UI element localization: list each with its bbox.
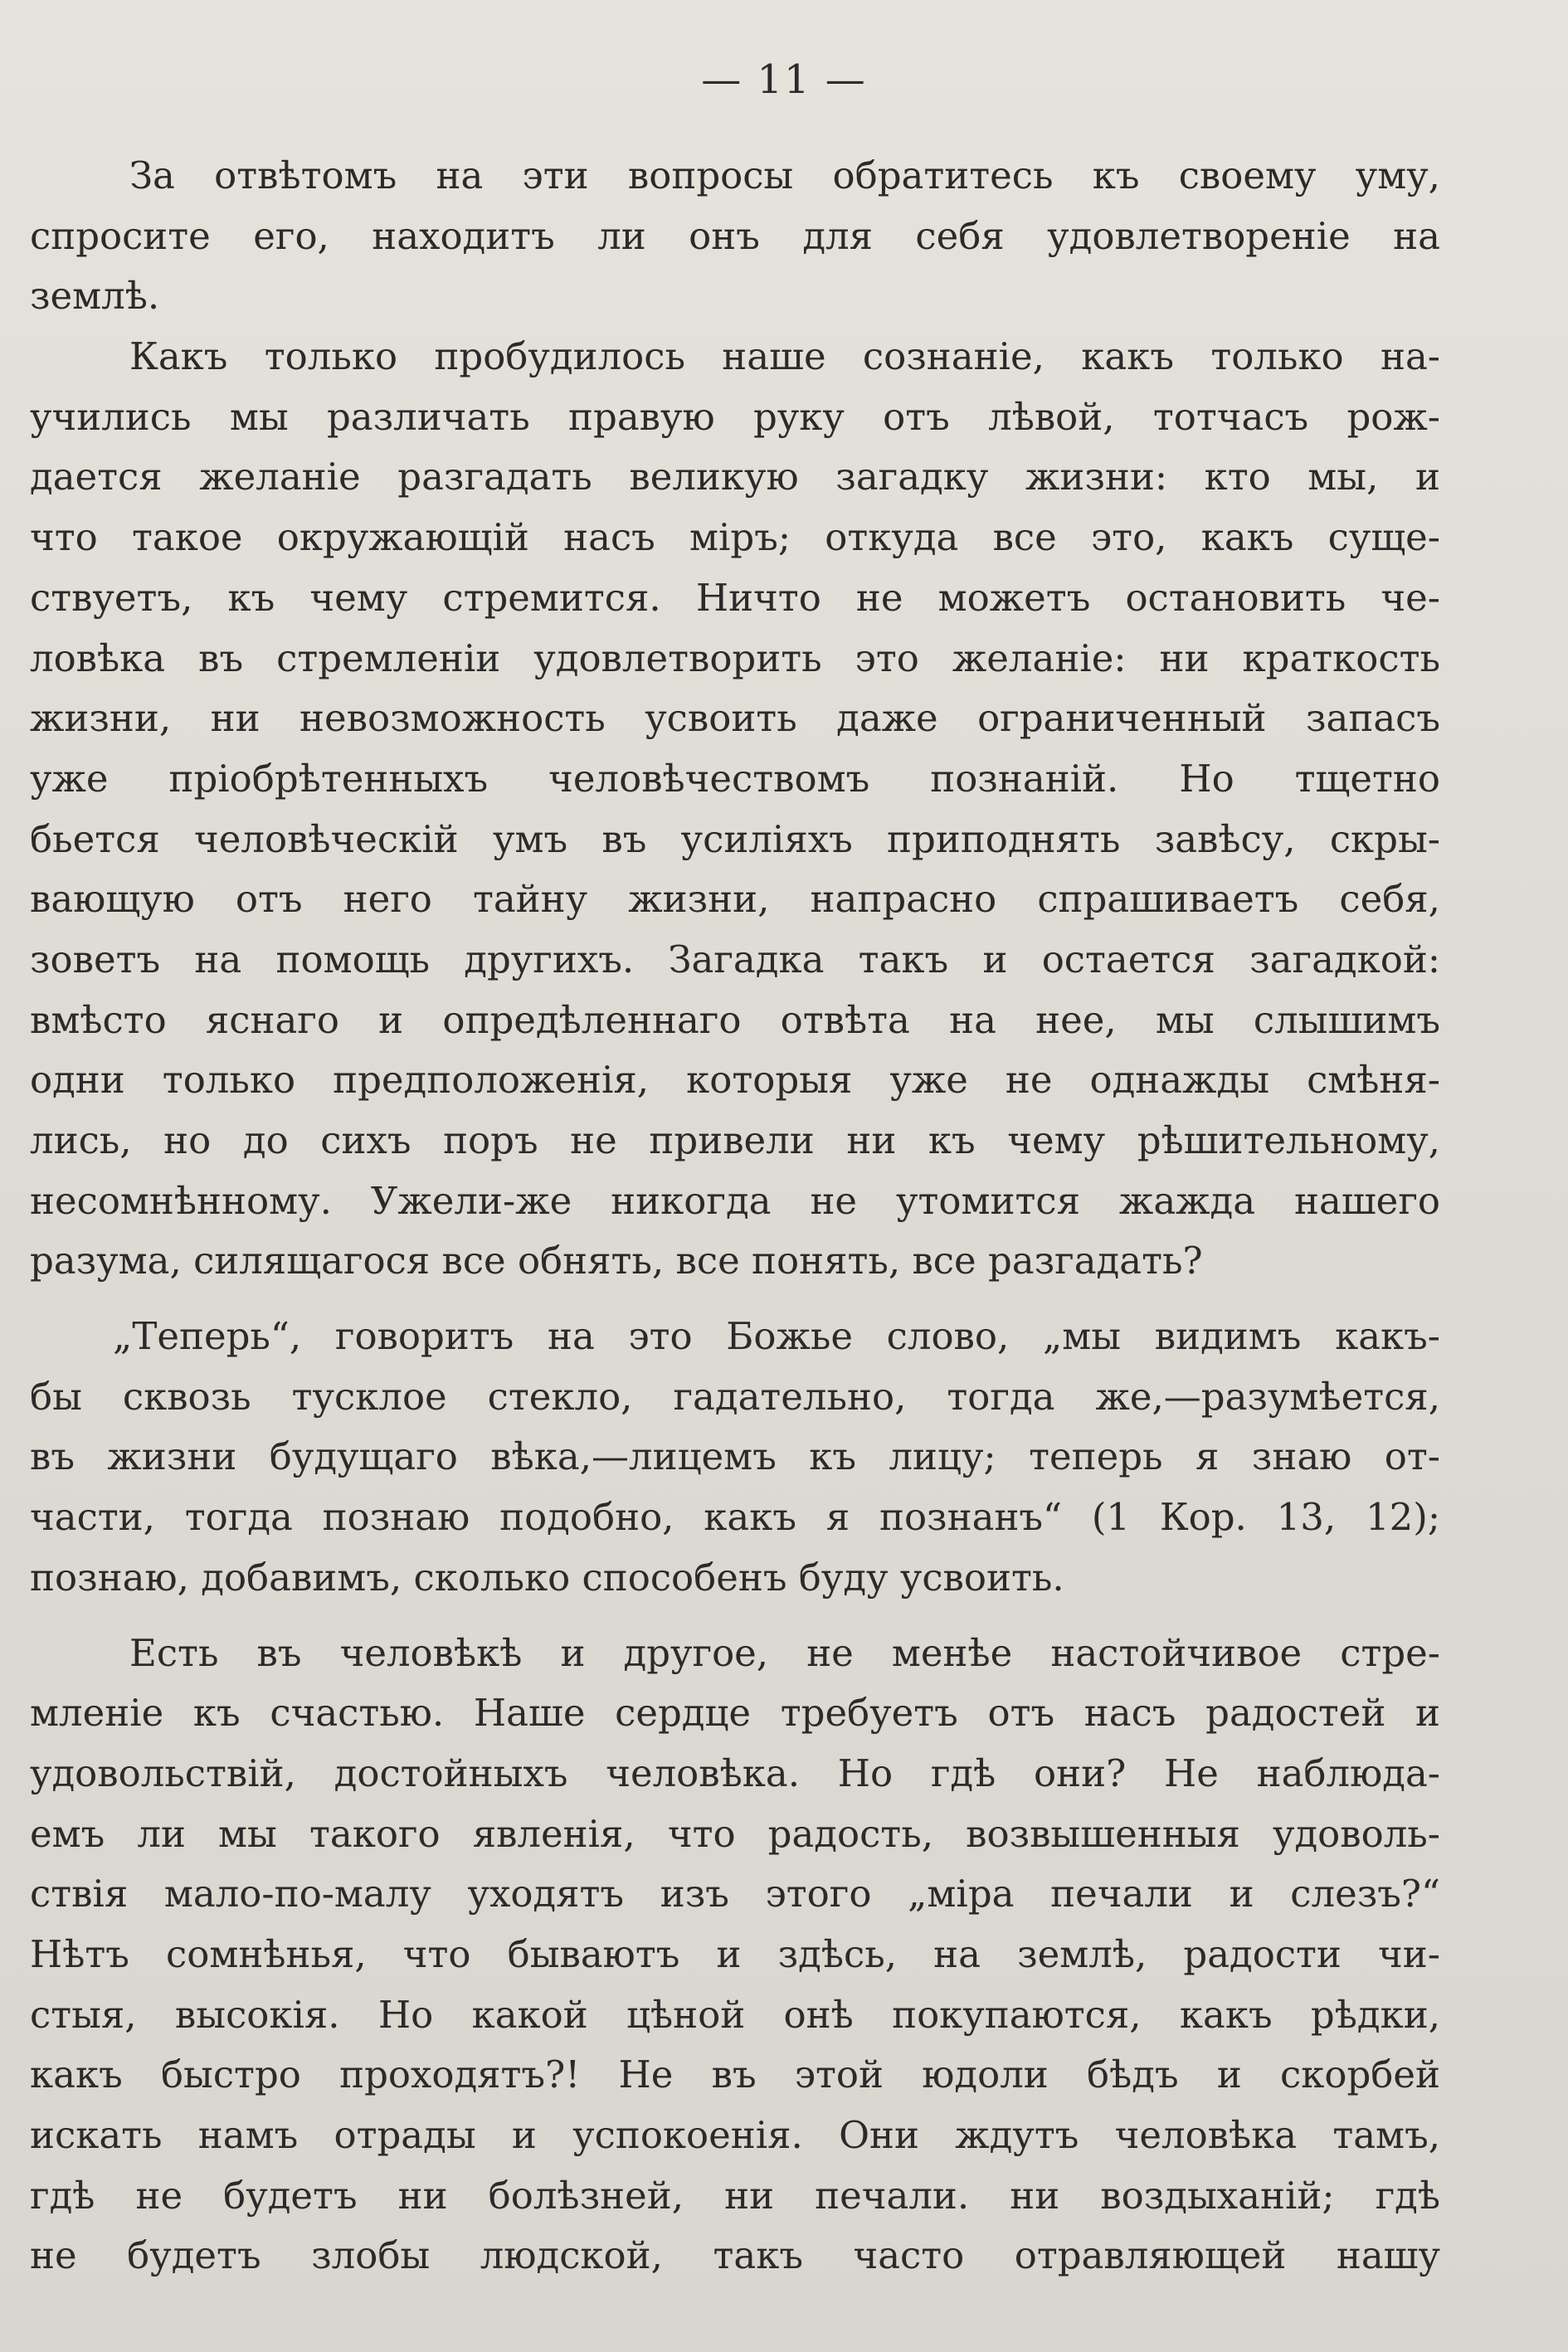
- text-line: части, тогда познаю подобно, какъ я познанъ“ (1 Кор. 13, 12);: [30, 1495, 1440, 1540]
- text-line: вмѣсто яснаго и опредѣленнаго отвѣта на нее, мы слышимъ: [30, 997, 1440, 1042]
- text-line: землѣ.: [30, 274, 160, 319]
- text-line: познаю, добавимъ, сколько способенъ буду усвоить.: [30, 1555, 1064, 1600]
- text-line: зоветъ на помощь другихъ. Загадка такъ и остается загадкой:: [30, 937, 1440, 981]
- text-line: не будетъ злобы людской, такъ часто отравляющей нашу: [30, 2233, 1440, 2278]
- text-line: емъ ли мы такого явленія, что радость, возвышенныя удоволь-: [30, 1811, 1440, 1856]
- text-line: бьется человѣческій умъ въ усиліяхъ приподнять завѣсу, скры-: [30, 816, 1440, 861]
- text-line: искать намъ отрады и успокоенія. Они ждутъ человѣка тамъ,: [30, 2113, 1440, 2157]
- page-text: [30, 146, 1440, 2286]
- text-line: несомнѣнному. Ужели-же никогда не утомится жажда нашего: [30, 1178, 1440, 1223]
- text-line: „Теперь“, говоритъ на это Божье слово, „мы видимъ какъ-: [113, 1314, 1440, 1359]
- text-line: ствія мало-по-малу уходятъ изъ этого „міра печали и слезъ?“: [30, 1872, 1440, 1916]
- text-line: спросите его, находитъ ли онъ для себя удовлетвореніе на: [30, 213, 1440, 258]
- page-number: — 11 —: [701, 56, 867, 103]
- text-line: дается желаніе разгадать великую загадку жизни: кто мы, и: [30, 455, 1440, 499]
- text-line: одни только предположенія, которыя уже не однажды смѣня-: [30, 1058, 1440, 1103]
- text-line: учились мы различать правую руку отъ лѣвой, тотчасъ рож-: [30, 394, 1440, 439]
- text-line: бы сквозь тусклое стекло, гадательно, тогда же,—разумѣется,: [30, 1374, 1440, 1419]
- text-line: За отвѣтомъ на эти вопросы обратитесь къ своему уму,: [129, 153, 1440, 197]
- text-line: лись, но до сихъ поръ не привели ни къ чему рѣшительному,: [30, 1118, 1440, 1162]
- text-line: ствуетъ, къ чему стремится. Ничто не можетъ остановить че-: [30, 575, 1440, 620]
- paragraph-4: [30, 1624, 1440, 2287]
- text-line: Есть въ человѣкѣ и другое, не менѣе настойчивое стре-: [129, 1630, 1440, 1675]
- text-line: какъ быстро проходятъ?! Не въ этой юдоли бѣдъ и скорбей: [30, 2053, 1440, 2097]
- paragraph-3: [30, 1307, 1440, 1608]
- paragraph-gap: [30, 1609, 1440, 1624]
- text-line: вающую отъ него тайну жизни, напрасно спрашиваетъ себя,: [30, 877, 1440, 922]
- text-line: ловѣка въ стремленіи удовлетворить это желаніе: ни краткость: [30, 635, 1440, 680]
- paragraph-2: [30, 327, 1440, 1292]
- text-line: мленіе къ счастью. Наше сердце требуетъ отъ насъ радостей и: [30, 1691, 1440, 1736]
- paragraph-gap: [30, 1292, 1440, 1307]
- text-line: жизни, ни невозможность усвоить даже ограниченный запасъ: [30, 696, 1440, 741]
- paragraph-1: [30, 146, 1440, 327]
- text-line: въ жизни будущаго вѣка,—лицемъ къ лицу; теперь я знаю от-: [30, 1434, 1440, 1479]
- text-line: Нѣтъ сомнѣнья, что бываютъ и здѣсь, на землѣ, радости чи-: [30, 1931, 1440, 1976]
- text-line: стыя, высокія. Но какой цѣной онѣ покупаются, какъ рѣдки,: [30, 1992, 1440, 2037]
- text-line: гдѣ не будетъ ни болѣзней, ни печали. ни воздыханій; гдѣ: [30, 2173, 1440, 2218]
- text-line: уже пріобрѣтенныхъ человѣчествомъ познаній. Но тщетно: [30, 756, 1440, 801]
- text-line: разума, силящагося все обнять, все понять, все разгадать?: [30, 1239, 1203, 1283]
- text-line: что такое окружающій насъ міръ; откуда все это, какъ суще-: [30, 515, 1440, 560]
- text-line: Какъ только пробудилось наше сознаніе, какъ только на-: [129, 334, 1440, 379]
- text-line: удовольствій, достойныхъ человѣка. Но гдѣ они? Не наблюда-: [30, 1751, 1440, 1795]
